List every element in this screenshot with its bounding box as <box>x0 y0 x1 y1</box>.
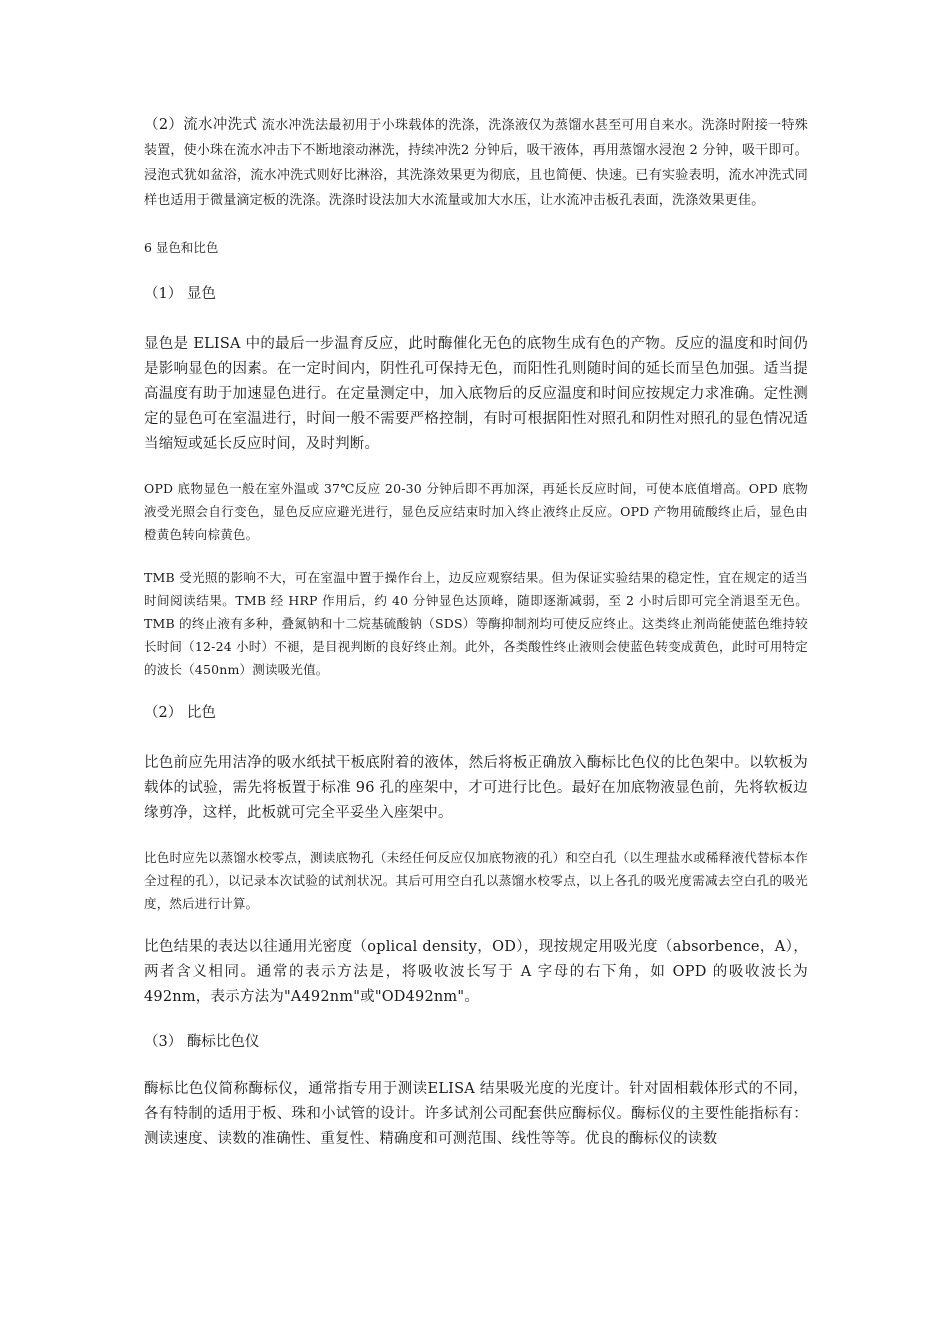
paragraph-colorimetry-zero: 比色时应先以蒸馏水校零点，测读底物孔（未经任何反应仅加底物液的孔）和空白孔（以生理盐水或稀释液代替标本作全过程的孔），以记录本次试验的试剂状况。其后可用空白孔以蒸馏水校零点，以上各孔的吸光度需减去空白孔的吸光度，然后进行计算。 <box>144 850 808 911</box>
flow-wash-lead: （2）流水冲洗式 <box>144 117 258 133</box>
paragraph-tmb: TMB 受光照的影响不大，可在室温中置于操作台上，边反应观察结果。但为保证实验结果的稳定性，宜在规定的适当时间阅读结果。TMB 经 HRP 作用后，约 40 分钟显色达顶峰，随即逐渐减弱，至 2 小时后即可完全消退至无色。TMB 的终止液有多种，叠氮钠和十二烷基硫酸钠（SDS）等酶抑制剂均可使反应终止。这类终止剂尚能使蓝色维持较长时间（12-24 小时）不褪，是目视判断的良好终止剂。此外，各类酸性终止液则会使蓝色转变成黄色，此时可用特定的波长（450nm）测读吸光值。 <box>144 570 808 677</box>
paragraph-plate-reader: 酶标比色仪简称酶标仪，通常指专用于测读ELISA 结果吸光度的光度计。针对固相载体形式的不同，各有特制的适用于板、珠和小试管的设计。许多试剂公司配套供应酶标仪。酶标仪的主要性能指标有：测读速度、读数的准确性、重复性、精确度和可测范围、线性等等。优良的酶标仪的读数 <box>144 1081 808 1147</box>
subheading-colorimetry: （2） 比色 <box>144 705 216 721</box>
paragraph-color-development: 显色是 ELISA 中的最后一步温育反应，此时酶催化无色的底物生成有色的产物。反应的温度和时间仍是影响显色的因素。在一定时间内，阴性孔可保持无色，而阳性孔则随时间的延长而呈色加强。适当提高温度有助于加速显色进行。在定量测定中，加入底物后的反应温度和时间应按规定力求准确。定性测定的显色可在室温进行，时间一般不需要严格控制，有时可根据阳性对照孔和阴性对照孔的显色情况适当缩短或延长反应时间，及时判断。 <box>144 336 808 452</box>
subheading-color-development: （1） 显色 <box>144 286 216 302</box>
paragraph-colorimetry-prep: 比色前应先用洁净的吸水纸拭干板底附着的液体，然后将板正确放入酶标比色仪的比色架中。以软板为载体的试验，需先将板置于标准 96 孔的座架中，才可进行比色。最好在加底物液显色前，先将软板边缘剪净，这样，此板就可完全平妥坐入座架中。 <box>144 755 808 821</box>
subheading-plate-reader: （3） 酶标比色仪 <box>144 1034 260 1050</box>
paragraph-flow-wash <box>144 113 808 213</box>
paragraph-absorbance-notation: 比色结果的表达以往通用光密度（oplical density，OD），现按规定用吸光度（absorbence，A），两者含义相同。通常的表示方法是，将吸收波长写于 A 字母的右下角，如 OPD 的吸收波长为 492nm，表示方法为"A492nm"或"OD492nm"。 <box>144 939 808 1005</box>
document-page <box>144 113 808 1152</box>
flow-wash-body: 流水冲洗法最初用于小珠载体的洗涤，洗涤液仅为蒸馏水甚至可用自来水。洗涤时附接一特殊装置，使小珠在流水冲击下不断地滚动淋洗，持续冲洗2 分钟后，吸干液体，再用蒸馏水浸泡 2 分钟，吸干即可。浸泡式犹如盆浴，流水冲洗式则好比淋浴，其洗涤效果更为彻底，且也简便、快速。已有实验表明，流水冲洗式同样也适用于微量滴定板的洗涤。洗涤时设法加大水流量或加大水压，让水流冲击板孔表面，洗涤效果更佳。 <box>144 118 808 208</box>
paragraph-opd: OPD 底物显色一般在室外温或 37℃反应 20-30 分钟后即不再加深，再延长反应时间，可使本底值增高。OPD 底物液受光照会自行变色，显色反应应避光进行，显色反应结束时加入终止液终止反应。OPD 产物用硫酸终止后，显色由橙黄色转向棕黄色。 <box>144 481 808 542</box>
section-heading-color-development: 6 显色和比色 <box>144 240 219 255</box>
